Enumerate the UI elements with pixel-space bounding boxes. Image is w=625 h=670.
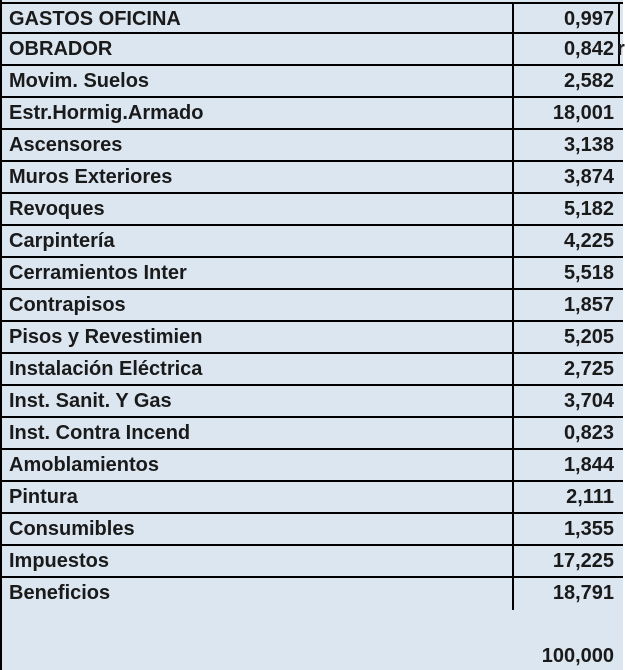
- item-value-cell[interactable]: 18,001: [552, 102, 614, 124]
- item-value-cell[interactable]: 3,874: [563, 166, 614, 188]
- item-value-cell[interactable]: 0,997: [563, 8, 614, 30]
- table-row[interactable]: [0, 578, 623, 610]
- table-row[interactable]: [0, 386, 623, 418]
- table-row[interactable]: [0, 514, 623, 546]
- table-row[interactable]: [0, 194, 623, 226]
- item-value-cell[interactable]: 4,225: [563, 230, 614, 252]
- item-value-cell[interactable]: 3,138: [563, 134, 614, 156]
- table-row[interactable]: [0, 450, 623, 482]
- item-name-cell[interactable]: Pintura: [0, 482, 514, 512]
- table-row[interactable]: [0, 98, 623, 130]
- item-name-cell[interactable]: Muros Exteriores: [0, 162, 514, 192]
- item-name-cell[interactable]: GASTOS OFICINA: [0, 4, 514, 32]
- item-name-cell[interactable]: Amoblamientos: [0, 450, 514, 480]
- table-row[interactable]: [0, 418, 623, 450]
- item-name-cell[interactable]: Beneficios: [0, 578, 514, 610]
- item-value-cell[interactable]: 1,355: [563, 518, 614, 540]
- table-row[interactable]: [0, 34, 623, 66]
- item-name-cell[interactable]: Contrapisos: [0, 290, 514, 320]
- item-name-cell[interactable]: Carpintería: [0, 226, 514, 256]
- item-name-cell[interactable]: Instalación Eléctrica: [0, 354, 514, 384]
- item-value-cell[interactable]: 0,842: [563, 38, 614, 60]
- item-value-cell[interactable]: 5,518: [563, 262, 614, 284]
- overflow-text: r: [617, 38, 625, 60]
- item-value-cell[interactable]: 3,704: [563, 390, 614, 412]
- item-name-cell[interactable]: Consumibles: [0, 514, 514, 544]
- column-border: [618, 4, 620, 32]
- item-name-cell[interactable]: Revoques: [0, 194, 514, 224]
- item-value-cell[interactable]: 1,857: [563, 294, 614, 316]
- total-value-cell[interactable]: 100,000: [541, 645, 614, 667]
- item-name-cell[interactable]: OBRADOR: [0, 34, 514, 64]
- item-value-cell[interactable]: 2,111: [566, 486, 614, 508]
- cost-table: [0, 2, 623, 610]
- table-row[interactable]: [0, 162, 623, 194]
- item-value-cell[interactable]: 2,582: [563, 70, 614, 92]
- item-name-cell[interactable]: Pisos y Revestimien: [0, 322, 514, 352]
- table-row[interactable]: [0, 226, 623, 258]
- item-value-cell[interactable]: 17,225: [552, 550, 614, 572]
- item-name-cell[interactable]: Estr.Hormig.Armado: [0, 98, 514, 128]
- item-name-cell[interactable]: Cerramientos Inter: [0, 258, 514, 288]
- table-row[interactable]: [0, 258, 623, 290]
- table-row[interactable]: [0, 66, 623, 98]
- table-row[interactable]: [0, 546, 623, 578]
- item-value-cell[interactable]: 0,823: [563, 422, 614, 444]
- item-name-cell[interactable]: Movim. Suelos: [0, 66, 514, 96]
- table-row[interactable]: [0, 2, 623, 34]
- table-row[interactable]: [0, 130, 623, 162]
- item-name-cell[interactable]: Inst. Sanit. Y Gas: [0, 386, 514, 416]
- table-row[interactable]: [0, 290, 623, 322]
- item-value-cell[interactable]: 1,844: [563, 454, 614, 476]
- table-row[interactable]: [0, 354, 623, 386]
- item-name-cell[interactable]: Inst. Contra Incend: [0, 418, 514, 448]
- item-value-cell[interactable]: 5,182: [563, 198, 614, 220]
- table-row[interactable]: [0, 482, 623, 514]
- item-value-cell[interactable]: 18,791: [552, 582, 614, 604]
- item-value-cell[interactable]: 2,725: [563, 358, 614, 380]
- item-name-cell[interactable]: Ascensores: [0, 130, 514, 160]
- item-name-cell[interactable]: Impuestos: [0, 546, 514, 576]
- table-row[interactable]: [0, 322, 623, 354]
- item-value-cell[interactable]: 5,205: [563, 326, 614, 348]
